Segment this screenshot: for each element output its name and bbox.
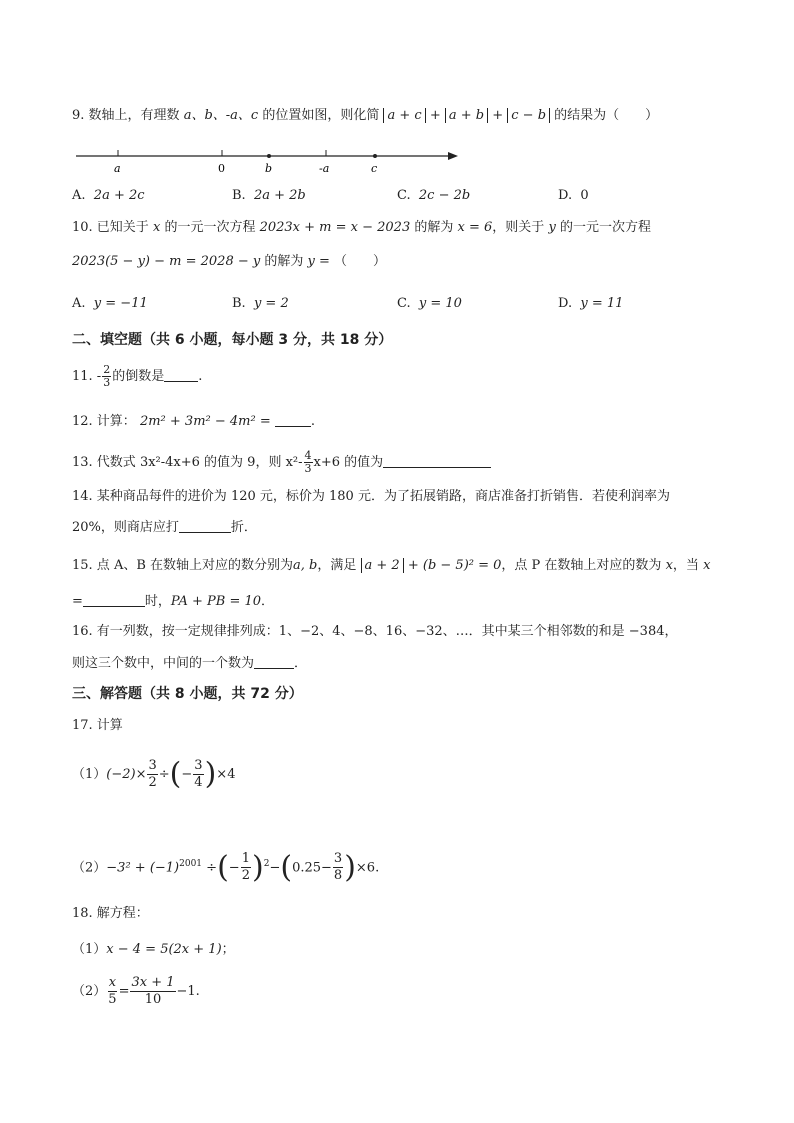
axis-label-b: b bbox=[265, 162, 273, 175]
answer-blank[interactable] bbox=[383, 453, 491, 468]
axis-label-0: 0 bbox=[218, 162, 225, 175]
question-15-line1: 15. 点 A、B 在数轴上对应的数分别为a, b，满足 a + 2 + (b − 5)² = 0，点 P 在数轴上对应的数为 x，当 x bbox=[72, 558, 711, 573]
question-9: 9. 数轴上，有理数 a、b、-a、c 的位置如图，则化简 a + c + a + b + c − b 的结果为（ ） bbox=[72, 108, 659, 123]
question-17-part1: （1）(−2)× $\frac{3}{2}$ ÷(− $\frac{3}{4}$ )×4 bbox=[72, 756, 236, 792]
question-13: 13. 代数式 3x²-4x+6 的值为 9，则 x²- $\frac{4}{3}$ x+6 的值为 bbox=[72, 450, 491, 475]
question-10-line1: 10. 已知关于 x 的一元一次方程 2023x + m = x − 2023 的解为 x = 6，则关于 y 的一元一次方程 bbox=[72, 220, 651, 235]
answer-blank[interactable] bbox=[83, 592, 145, 607]
axis-label-neg-a: -a bbox=[319, 162, 330, 175]
axis-label-c: c bbox=[371, 162, 378, 175]
question-16-line1: 16. 有一列数，按一定规律排列成：1、−2、4、−8、16、−32、…．其中某三个相邻数的和是 −384， bbox=[72, 624, 678, 639]
question-17-part2: $(2)-3^2 + (-1)^{2001}$ ÷(− $\frac{1}{2}$ )$^2$−(0.25− $\frac{3}{8}$ )×6. bbox=[72, 849, 380, 885]
answer-blank[interactable] bbox=[164, 367, 198, 382]
q10-option-c[interactable]: C. y = 10 bbox=[397, 296, 462, 311]
question-18-title: 18. 解方程： bbox=[72, 906, 149, 921]
question-12: 12. 计算： 2m² + 3m² − 4m² = . bbox=[72, 414, 316, 429]
answer-blank[interactable] bbox=[179, 518, 231, 533]
q10-option-a[interactable]: A. y = −11 bbox=[72, 296, 148, 311]
section-3-heading: 三、解答题（共 8 小题，共 72 分） bbox=[72, 686, 303, 702]
question-15-line2: = 时，PA + PB = 10． bbox=[72, 594, 275, 609]
answer-blank[interactable] bbox=[254, 654, 294, 669]
section-2-heading: 二、填空题（共 6 小题，每小题 3 分，共 18 分） bbox=[72, 332, 393, 348]
answer-blank[interactable] bbox=[275, 412, 311, 427]
axis-label-a: a bbox=[114, 162, 121, 175]
q9-option-a[interactable]: A. 2a + 2c bbox=[72, 188, 145, 203]
abs-a-plus-c: a + c bbox=[383, 108, 425, 123]
q9-option-b[interactable]: B. 2a + 2b bbox=[232, 188, 306, 203]
q10-option-d[interactable]: D. y = 11 bbox=[558, 296, 624, 311]
question-11: 11. - $\frac{2}{3}$ 的倒数是 . bbox=[72, 363, 203, 389]
question-18-part2: （2） $\frac{x}{5}$ = $\frac{3x + 1}{10}$ −1. bbox=[72, 975, 200, 1007]
question-17-title: 17. 计算 bbox=[72, 718, 123, 733]
q10-option-b[interactable]: B. y = 2 bbox=[232, 296, 289, 311]
question-10-line2: 2023(5 − y) − m = 2028 − y 的解为 y = （ ） bbox=[72, 254, 387, 269]
question-16-line2: 则这三个数中，中间的一个数为 ． bbox=[72, 656, 308, 671]
q9-option-c[interactable]: C. 2c − 2b bbox=[397, 188, 471, 203]
question-18-part1: （1）x − 4 = 5(2x + 1)； bbox=[72, 942, 235, 957]
number-line-diagram bbox=[72, 142, 462, 176]
abs-a-plus-b: a + b bbox=[445, 108, 488, 123]
question-14-line2: 20%，则商店应打 折． bbox=[72, 520, 257, 535]
abs-c-minus-b: c − b bbox=[507, 108, 550, 123]
q9-option-d[interactable]: D. 0 bbox=[558, 188, 589, 203]
question-14-line1: 14. 某种商品每件的进价为 120 元，标价为 180 元．为了拓展销路，商店准备打折销售．若使利润率为 bbox=[72, 489, 670, 504]
